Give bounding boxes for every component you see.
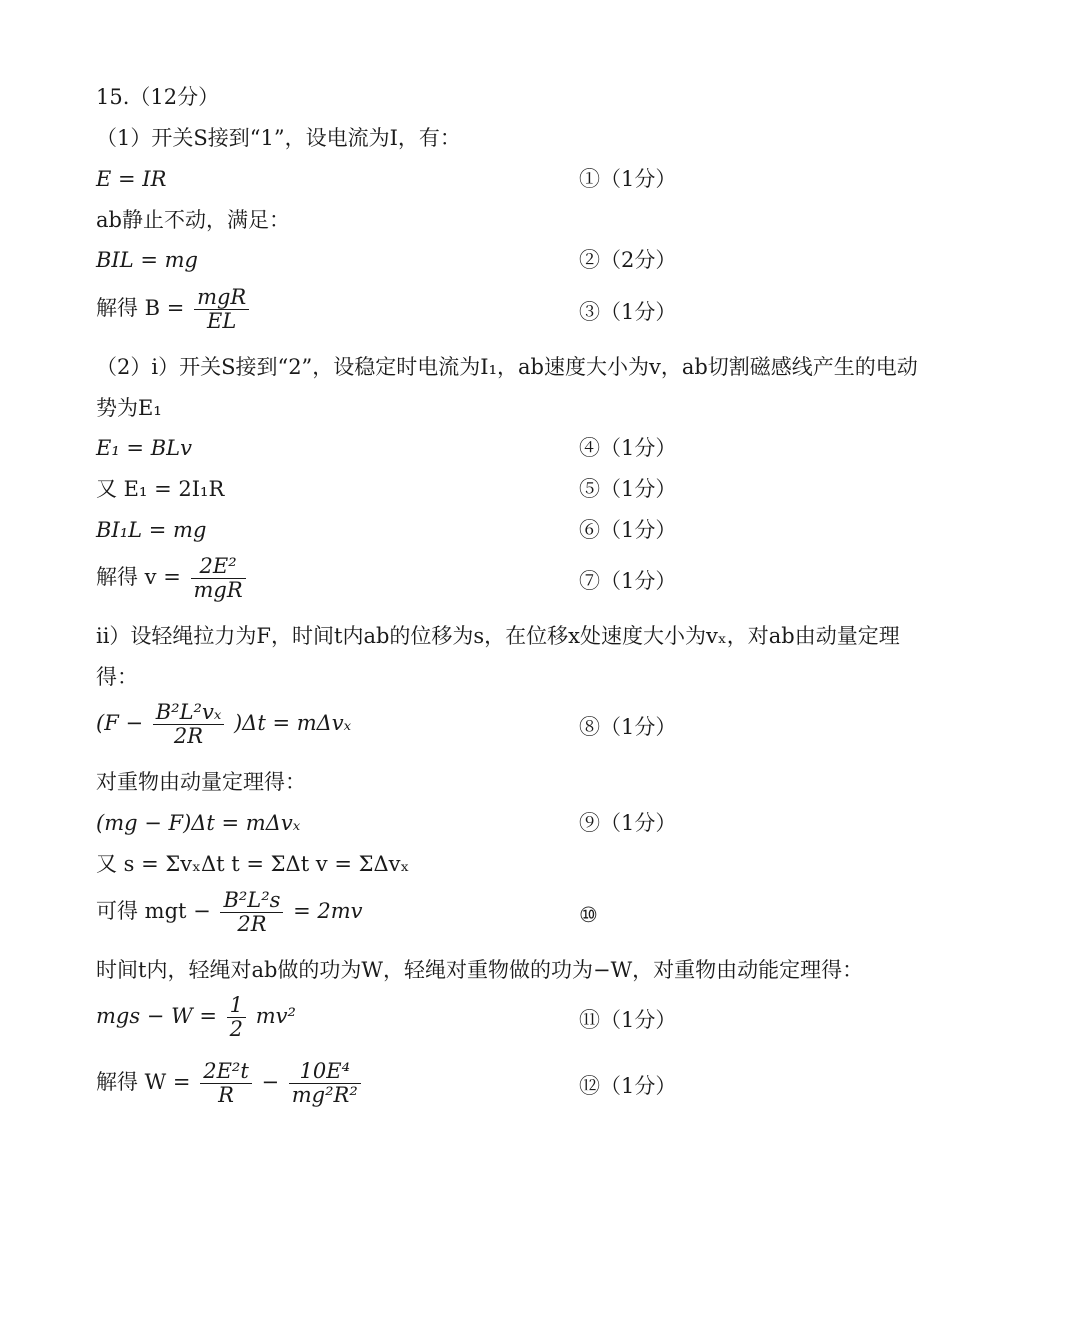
part1-intro: （1）开关S接到“1”，设电流为I，有： xyxy=(96,126,461,150)
equation-12 xyxy=(96,1060,364,1107)
equation-8-fraction xyxy=(153,701,225,748)
part2i-intro-line2: 势为E₁ xyxy=(96,396,162,420)
equation-11-numerator: 1 xyxy=(227,994,246,1018)
equation-8-suffix: )Δt = mΔvₓ xyxy=(233,711,352,735)
equation-11 xyxy=(96,994,296,1041)
equation-2: BIL = mg xyxy=(96,248,198,272)
equation-12-fraction-1 xyxy=(200,1060,252,1107)
score-mark-2: ②（2分） xyxy=(579,248,677,272)
equation-8 xyxy=(96,701,351,748)
part2ii-intro-line1: ii）设轻绳拉力为F，时间t内ab的位移为s，在位移x处速度大小为vₓ，对ab由动量定理 xyxy=(96,624,900,648)
score-mark-5: ⑤（1分） xyxy=(579,477,677,501)
equation-8-denominator: 2R xyxy=(173,724,204,748)
score-mark-1: ①（1分） xyxy=(579,167,677,191)
equation-12-numerator-1: 2E²t xyxy=(200,1060,252,1084)
score-mark-4: ④（1分） xyxy=(579,436,677,460)
score-mark-10: ⑩ xyxy=(579,903,598,927)
question-header: 15.（12分） xyxy=(96,85,220,109)
equation-1: E = IR xyxy=(96,167,167,191)
part2i-intro-line1: （2）i）开关S接到“2”，设稳定时电流为I₁，ab速度大小为v，ab切割磁感线产生的电动 xyxy=(96,355,918,379)
score-mark-12: ⑫（1分） xyxy=(579,1074,677,1098)
equation-7-prefix: 解得 v = xyxy=(96,565,181,589)
equation-10 xyxy=(96,889,363,936)
equation-12-denominator-1: R xyxy=(218,1083,234,1107)
equation-10-numerator: B²L²s xyxy=(220,889,283,913)
part2ii-intro-line2: 得： xyxy=(96,665,138,689)
equation-11-suffix: mv² xyxy=(255,1004,296,1028)
equation-7 xyxy=(96,555,249,602)
equation-3-denominator: EL xyxy=(207,309,237,333)
equation-3-numerator: mgR xyxy=(194,286,249,310)
summation-relations: 又 s = ΣvₓΔt t = ΣΔt v = ΣΔvₓ xyxy=(96,852,410,876)
equation-12-numerator-2: 10E⁴ xyxy=(289,1060,361,1084)
equation-5: 又 E₁ = 2I₁R xyxy=(96,477,225,501)
score-mark-11: ⑪（1分） xyxy=(579,1008,677,1032)
equation-3-fraction xyxy=(194,286,249,333)
equation-8-prefix: (F − xyxy=(96,711,144,735)
work-energy-text: 时间t内，轻绳对ab做的功为W，轻绳对重物做的功为−W，对重物由动能定理得： xyxy=(96,958,864,982)
equation-9: (mg − F)Δt = mΔvₓ xyxy=(96,811,301,835)
score-mark-6: ⑥（1分） xyxy=(579,518,677,542)
score-mark-8: ⑧（1分） xyxy=(579,715,677,739)
equation-12-prefix: 解得 W = xyxy=(96,1070,191,1094)
equation-4: E₁ = BLv xyxy=(96,436,192,460)
equation-10-prefix: 可得 mgt − xyxy=(96,899,211,923)
equation-7-numerator: 2E² xyxy=(191,555,246,579)
equation-11-fraction xyxy=(227,994,246,1041)
score-mark-3: ③（1分） xyxy=(579,300,677,324)
equation-11-denominator: 2 xyxy=(229,1017,243,1041)
equation-7-fraction xyxy=(191,555,246,602)
equation-7-denominator: mgR xyxy=(193,578,243,602)
equation-11-prefix: mgs − W = xyxy=(96,1004,217,1028)
equation-10-denominator: 2R xyxy=(237,912,267,936)
score-mark-9: ⑨（1分） xyxy=(579,811,677,835)
equation-3-prefix: 解得 B = xyxy=(96,296,185,320)
weight-momentum-text: 对重物由动量定理得： xyxy=(96,770,306,794)
equation-6: BI₁L = mg xyxy=(96,518,207,542)
static-condition-text: ab静止不动，满足： xyxy=(96,208,290,232)
equation-3 xyxy=(96,286,252,333)
equation-10-suffix: = 2mv xyxy=(293,899,363,923)
equation-12-fraction-2 xyxy=(289,1060,361,1107)
equation-12-denominator-2: mg²R² xyxy=(291,1083,358,1107)
score-mark-7: ⑦（1分） xyxy=(579,569,677,593)
equation-12-minus: − xyxy=(261,1070,280,1094)
equation-10-fraction xyxy=(220,889,283,936)
equation-8-numerator: B²L²vₓ xyxy=(153,701,225,725)
